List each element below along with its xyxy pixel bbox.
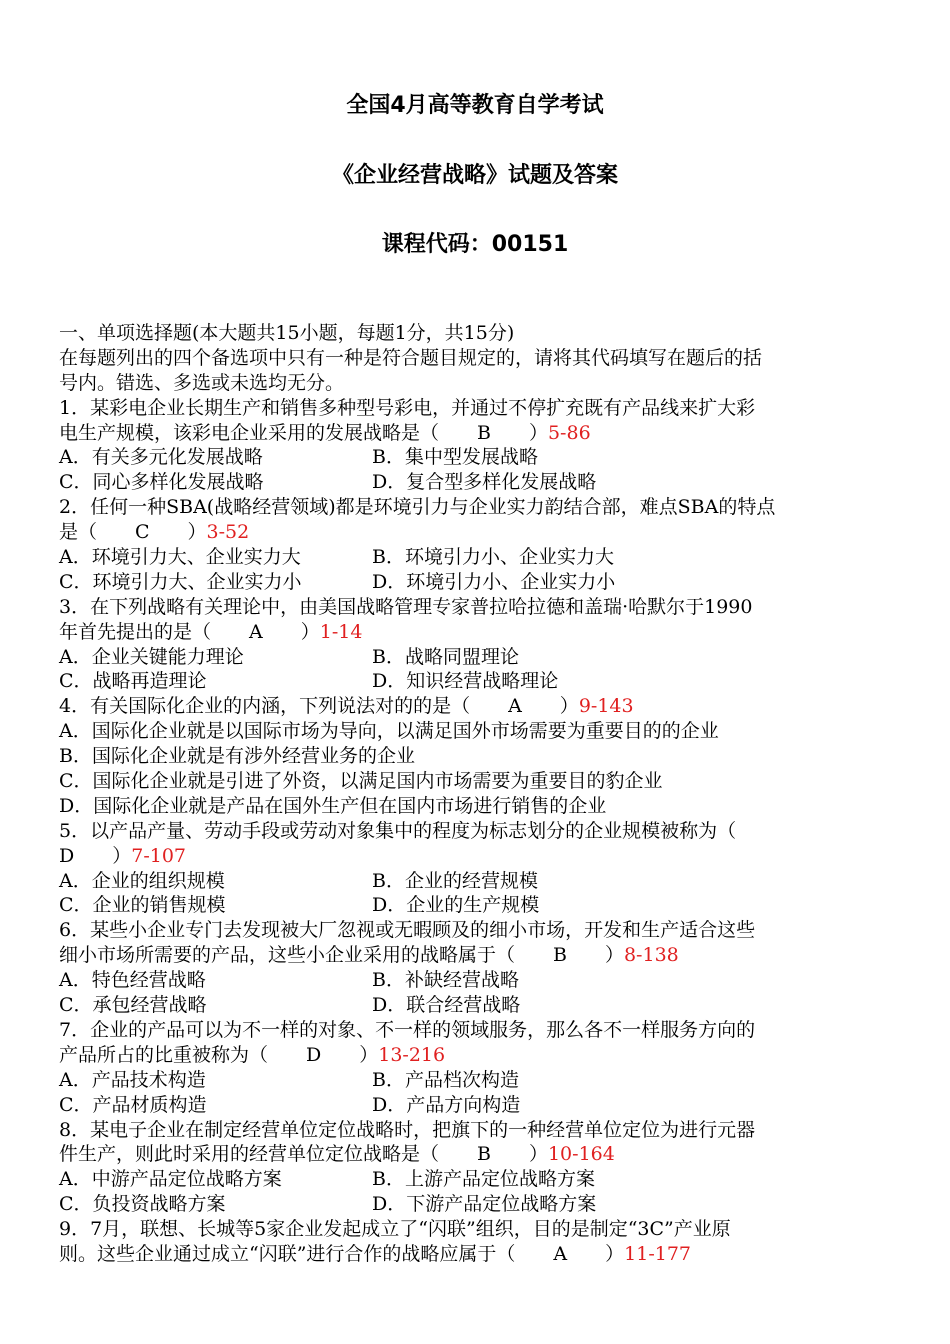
question-text-tail: 件生产，则此时采用的经营单位定位战略是（ B ） (59, 1143, 548, 1166)
option: C．承包经营战略 (59, 994, 207, 1017)
option: B．上游产品定位战略方案 (372, 1168, 595, 1191)
document-title: 全国4月高等教育自学考试 (346, 93, 604, 118)
option-row (59, 1167, 899, 1192)
answer-reference: 8-138 (623, 944, 679, 967)
question-text (59, 694, 899, 719)
question-text: 1．某彩电企业长期生产和销售多种型号彩电，并通过不停扩充既有产品线来扩大彩 (59, 396, 756, 419)
answer-reference: 3-52 (206, 521, 250, 544)
question-text-tail: 电生产规模，该彩电企业采用的发展战略是（ B ） (59, 421, 548, 444)
question-text: 5．以产品产量、劳动手段或劳动对象集中的程度为标志划分的企业规模被称为（ (59, 819, 737, 842)
course-code: 课程代码：00151 (381, 232, 569, 257)
instructions-line: 号内。错选、多选或未选均无分。 (59, 371, 345, 394)
option: C．企业的销售规模 (59, 894, 226, 917)
answer-reference: 1-14 (319, 620, 363, 643)
option: B．国际化企业就是有涉外经营业务的企业 (59, 745, 415, 768)
option: C．负投资战略方案 (59, 1193, 226, 1216)
option: D．企业的生产规模 (372, 894, 540, 917)
option-row (59, 645, 899, 670)
option: B．企业的经营规模 (372, 869, 538, 892)
course-code-block (0, 231, 950, 259)
option-row (59, 1068, 899, 1093)
question-text-tail: 则。这些企业通过成立“闪联”进行合作的战略应属于（ A ） (59, 1242, 625, 1265)
option: B．战略同盟理论 (372, 645, 519, 668)
instructions-line: 在每题列出的四个备选项中只有一种是符合题目规定的，请将其代码填写在题后的括 (59, 346, 763, 369)
question-text (59, 844, 899, 869)
question-text (59, 1242, 899, 1267)
option: D．下游产品定位战略方案 (372, 1193, 597, 1216)
answer-reference: 5-86 (547, 421, 591, 444)
option-row (59, 869, 899, 894)
document-subtitle: 《企业经营战略》试题及答案 (331, 163, 618, 188)
option: D．国际化企业就是产品在国外生产但在国内市场进行销售的企业 (59, 794, 607, 817)
question-text (59, 620, 899, 645)
question-text-tail: 细小市场所需要的产品，这些小企业采用的战略属于（ B ） (59, 944, 624, 967)
option: C．环境引力大、企业实力小 (59, 570, 302, 593)
question-text-tail: 是（ C ） (59, 521, 207, 544)
document-title-block (0, 92, 950, 120)
option: A．中游产品定位战略方案 (59, 1168, 282, 1191)
option: A．特色经营战略 (59, 969, 206, 992)
question-text-tail: 产品所占的比重被称为（ D ） (59, 1043, 379, 1066)
option: D．环境引力小、企业实力小 (372, 570, 616, 593)
answer-reference: 7-107 (131, 844, 187, 867)
question-text (59, 1142, 899, 1167)
question-text-tail: 年首先提出的是（ A ） (59, 620, 320, 643)
option-row (59, 993, 899, 1018)
option: A．环境引力大、企业实力大 (59, 546, 301, 569)
answer-reference: 9-143 (578, 695, 634, 718)
question-text: 7．企业的产品可以为不一样的对象、不一样的领域服务，那么各不一样服务方向的 (59, 1018, 756, 1041)
option-row (59, 1192, 899, 1217)
answer-reference: 10-164 (547, 1143, 615, 1166)
option-row (59, 470, 899, 495)
option: B．产品档次构造 (372, 1068, 519, 1091)
option-row (59, 1093, 899, 1118)
option-row (59, 445, 899, 470)
question-text: 2．任何一种SBA(战略经营领域)都是环境引力与企业实力韵结合部，难点SBA的特点 (59, 496, 776, 519)
question-text-tail: 4．有关国际化企业的内涵，下列说法对的的是（ A ） (59, 695, 579, 718)
question-text (59, 520, 899, 545)
option: B．环境引力小、企业实力大 (372, 546, 614, 569)
question-text (59, 421, 899, 446)
option-row (59, 545, 899, 570)
question-text: 8．某电子企业在制定经营单位定位战略时，把旗下的一种经营单位定位为进行元器 (59, 1118, 756, 1141)
option: C．同心多样化发展战略 (59, 471, 264, 494)
question-text: 6．某些小企业专门去发现被大厂忽视或无暇顾及的细小市场，开发和生产适合这些 (59, 919, 756, 942)
option: D．复合型多样化发展战略 (372, 471, 597, 494)
document-subtitle-block (0, 162, 950, 190)
option: C．战略再造理论 (59, 670, 207, 693)
option: D．知识经营战略理论 (372, 670, 559, 693)
option: C．产品材质构造 (59, 1093, 207, 1116)
question-text (59, 1043, 899, 1068)
answer-reference: 13-216 (378, 1043, 446, 1066)
section-heading: 一、单项选择题(本大题共15小题，每题1分，共15分) (59, 322, 515, 344)
option-row (59, 669, 899, 694)
option: A．产品技术构造 (59, 1068, 206, 1091)
option-row (59, 968, 899, 993)
option: A．企业关键能力理论 (59, 645, 244, 668)
option: D．产品方向构造 (372, 1093, 521, 1116)
question-text: 9．7月，联想、长城等5家企业发起成立了“闪联”组织，目的是制定“3C”产业原 (59, 1218, 731, 1241)
option: C．国际化企业就是引进了外资，以满足国内市场需要为重要目的豹企业 (59, 770, 663, 793)
question-section (59, 321, 899, 1267)
answer-reference: 11-177 (624, 1242, 692, 1265)
option-row (59, 893, 899, 918)
option: D．联合经营战略 (372, 994, 521, 1017)
question-text-tail: D ） (59, 844, 132, 867)
option: B．补缺经营战略 (372, 969, 519, 992)
option: A．有关多元化发展战略 (59, 446, 263, 469)
question-text (59, 943, 899, 968)
option: A．企业的组织规模 (59, 869, 225, 892)
option: A．国际化企业就是以国际市场为导向，以满足国外市场需要为重要目的的企业 (59, 720, 719, 743)
question-text: 3．在下列战略有关理论中，由美国战略管理专家普拉哈拉德和盖瑞·哈默尔于1990 (59, 595, 753, 618)
option-row (59, 570, 899, 595)
option: B．集中型发展战略 (372, 446, 538, 469)
